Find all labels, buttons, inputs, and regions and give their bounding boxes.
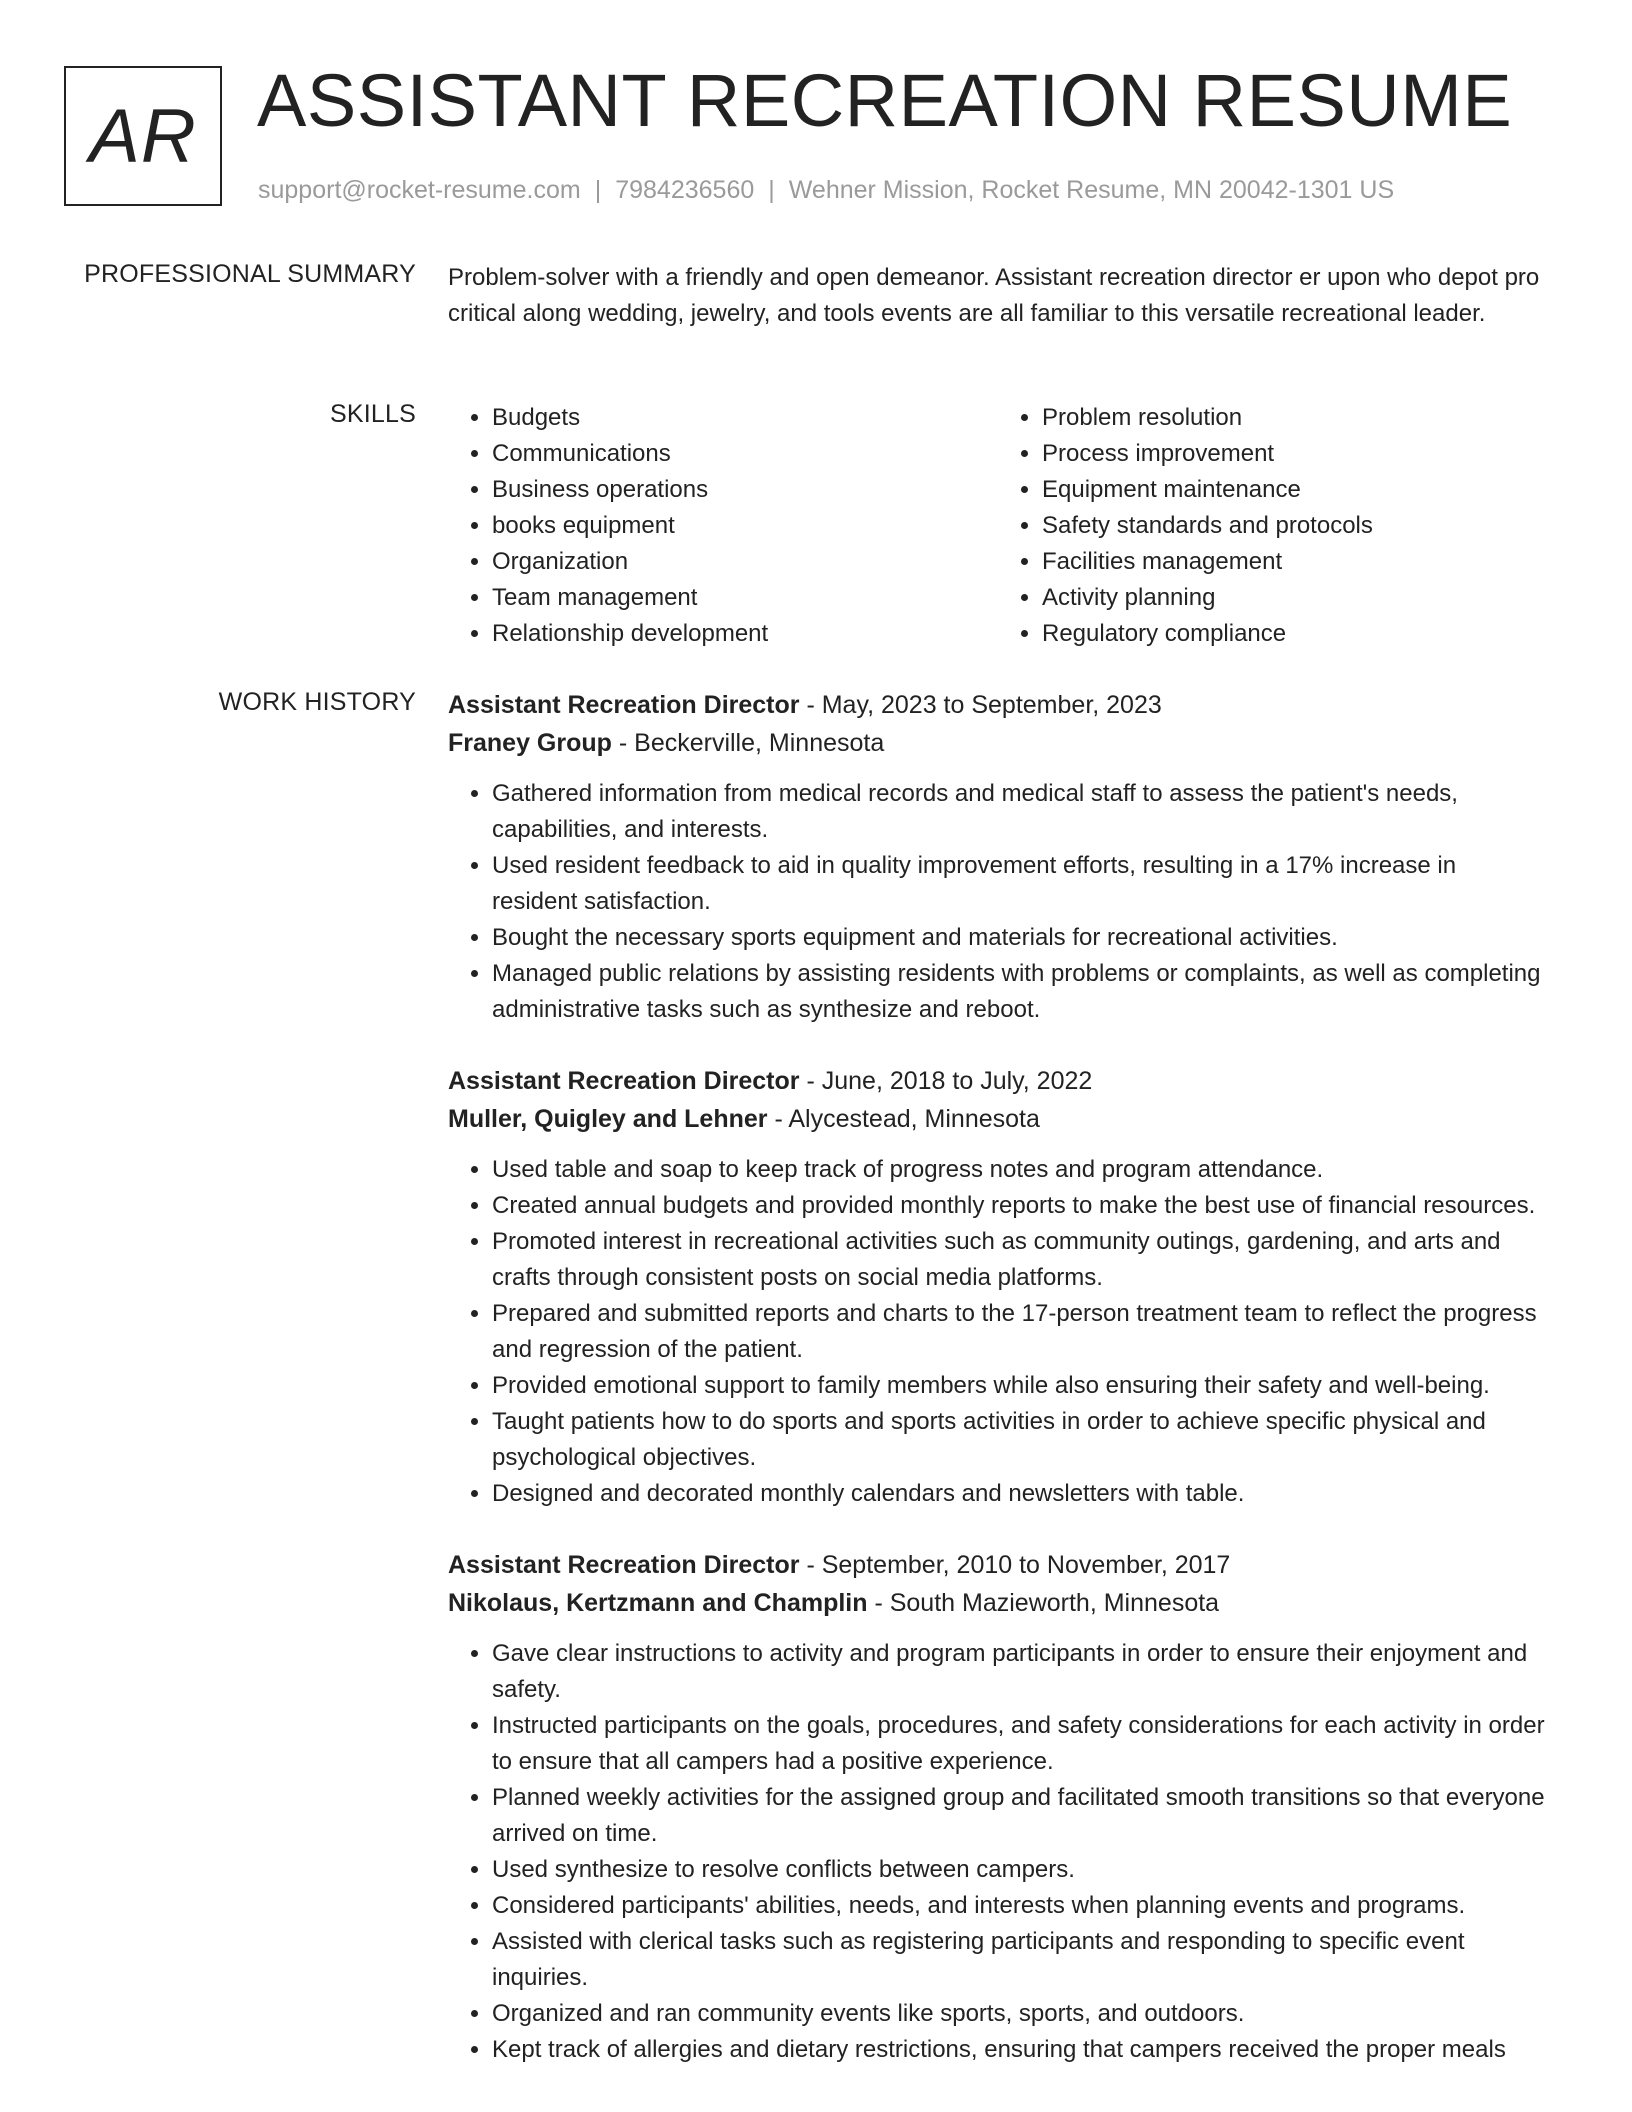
contact-line — [258, 176, 1394, 205]
contact-separator: | — [768, 176, 775, 204]
job-title: Assistant Recreation Director — [448, 691, 800, 719]
job-title-line — [448, 1062, 1548, 1100]
job-title-line — [448, 686, 1548, 724]
job-bullets — [448, 776, 1548, 1028]
job-location: - Beckerville, Minnesota — [611, 729, 885, 757]
job-company-line — [448, 1100, 1548, 1138]
skill-item: • books equipment — [492, 508, 998, 544]
section-label-skills: SKILLS — [330, 400, 416, 428]
job-bullet: • Managed public relations by assisting residents with problems or complaints, as well as completing administrative tasks such as synthesize and reboot. — [492, 956, 1548, 1028]
skill-item: • Organization — [492, 544, 998, 580]
job-bullet: • Instructed participants on the goals, procedures, and safety considerations for each activity in order to ensure that all campers had a positive experience. — [492, 1708, 1548, 1780]
job-entry — [448, 1062, 1548, 1512]
job-bullet: • Kept track of allergies and dietary restrictions, ensuring that campers received the proper meals — [492, 2032, 1548, 2068]
job-company: Franey Group — [448, 729, 612, 757]
job-bullet: • Considered participants' abilities, needs, and interests when planning events and programs. — [492, 1888, 1548, 1924]
job-location: - Alycestead, Minnesota — [767, 1105, 1040, 1133]
skill-item: • Budgets — [492, 400, 998, 436]
job-bullet: • Used synthesize to resolve conflicts between campers. — [492, 1852, 1548, 1888]
resume-title: ASSISTANT RECREATION RESUME — [257, 59, 1513, 142]
skill-item: • Communications — [492, 436, 998, 472]
job-bullets — [448, 1636, 1548, 2068]
work-history — [448, 686, 1548, 2102]
job-dates: - May, 2023 to September, 2023 — [799, 691, 1162, 719]
monogram-text: AR — [89, 93, 197, 179]
job-bullet: • Designed and decorated monthly calendars and newsletters with table. — [492, 1476, 1548, 1512]
skill-item: • Activity planning — [1042, 580, 1548, 616]
job-bullet: • Created annual budgets and provided monthly reports to make the best use of financial resources. — [492, 1188, 1548, 1224]
job-company: Muller, Quigley and Lehner — [448, 1105, 768, 1133]
skill-item: • Process improvement — [1042, 436, 1548, 472]
job-bullet: • Organized and ran community events like sports, sports, and outdoors. — [492, 1996, 1548, 2032]
job-company: Nikolaus, Kertzmann and Champlin — [448, 1589, 868, 1617]
job-entry — [448, 1546, 1548, 2068]
contact-phone[interactable]: 7984236560 — [615, 176, 755, 204]
job-bullet: • Promoted interest in recreational activities such as community outings, gardening, and arts and crafts through consistent posts on social media platforms. — [492, 1224, 1548, 1296]
job-bullet: • Bought the necessary sports equipment and materials for recreational activities. — [492, 920, 1548, 956]
job-dates: - September, 2010 to November, 2017 — [799, 1551, 1231, 1579]
skill-item: • Team management — [492, 580, 998, 616]
skill-item: • Regulatory compliance — [1042, 616, 1548, 652]
job-title: Assistant Recreation Director — [448, 1067, 800, 1095]
contact-address: Wehner Mission, Rocket Resume, MN 20042-1301 US — [788, 176, 1395, 204]
job-entry — [448, 686, 1548, 1028]
skill-item: • Facilities management — [1042, 544, 1548, 580]
job-bullet: • Used resident feedback to aid in quality improvement efforts, resulting in a 17% increase in resident satisfaction. — [492, 848, 1548, 920]
job-title: Assistant Recreation Director — [448, 1551, 800, 1579]
job-bullet: • Used table and soap to keep track of progress notes and program attendance. — [492, 1152, 1548, 1188]
job-bullet: • Assisted with clerical tasks such as registering participants and responding to specific event inquiries. — [492, 1924, 1548, 1996]
job-bullet: • Provided emotional support to family members while also ensuring their safety and well-being. — [492, 1368, 1548, 1404]
contact-email[interactable]: support@rocket-resume.com — [258, 176, 581, 204]
job-company-line — [448, 724, 1548, 762]
skill-item: • Relationship development — [492, 616, 998, 652]
job-bullet: • Planned weekly activities for the assigned group and facilitated smooth transitions so that everyone arrived on time. — [492, 1780, 1548, 1852]
section-label-work: WORK HISTORY — [218, 688, 416, 716]
skills-section — [448, 400, 1548, 652]
skill-item: • Problem resolution — [1042, 400, 1548, 436]
skills-list-left — [448, 400, 998, 652]
job-bullet: • Taught patients how to do sports and sports activities in order to achieve specific physical and psychological objectives. — [492, 1404, 1548, 1476]
job-bullet: • Prepared and submitted reports and charts to the 17-person treatment team to reflect the progress and regression of the patient. — [492, 1296, 1548, 1368]
summary-text: Problem-solver with a friendly and open demeanor. Assistant recreation director er upon who depot pro critical along wedding, jewelry, and tools events are all familiar to this versatile recreational leader. — [448, 264, 1540, 327]
monogram-logo — [64, 66, 222, 206]
skill-item: • Business operations — [492, 472, 998, 508]
skills-list-right — [998, 400, 1548, 652]
job-company-line — [448, 1584, 1548, 1622]
job-dates: - June, 2018 to July, 2022 — [799, 1067, 1093, 1095]
contact-separator: | — [594, 176, 602, 204]
job-bullet: • Gave clear instructions to activity and program participants in order to ensure their enjoyment and safety. — [492, 1636, 1548, 1708]
section-label-summary: PROFESSIONAL SUMMARY — [84, 260, 416, 288]
job-bullets — [448, 1152, 1548, 1512]
skill-item: • Safety standards and protocols — [1042, 508, 1548, 544]
job-title-line — [448, 1546, 1548, 1584]
job-bullet: • Gathered information from medical records and medical staff to assess the patient's needs, capabilities, and interests. — [492, 776, 1548, 848]
skill-item: • Equipment maintenance — [1042, 472, 1548, 508]
job-location: - South Mazieworth, Minnesota — [867, 1589, 1220, 1617]
